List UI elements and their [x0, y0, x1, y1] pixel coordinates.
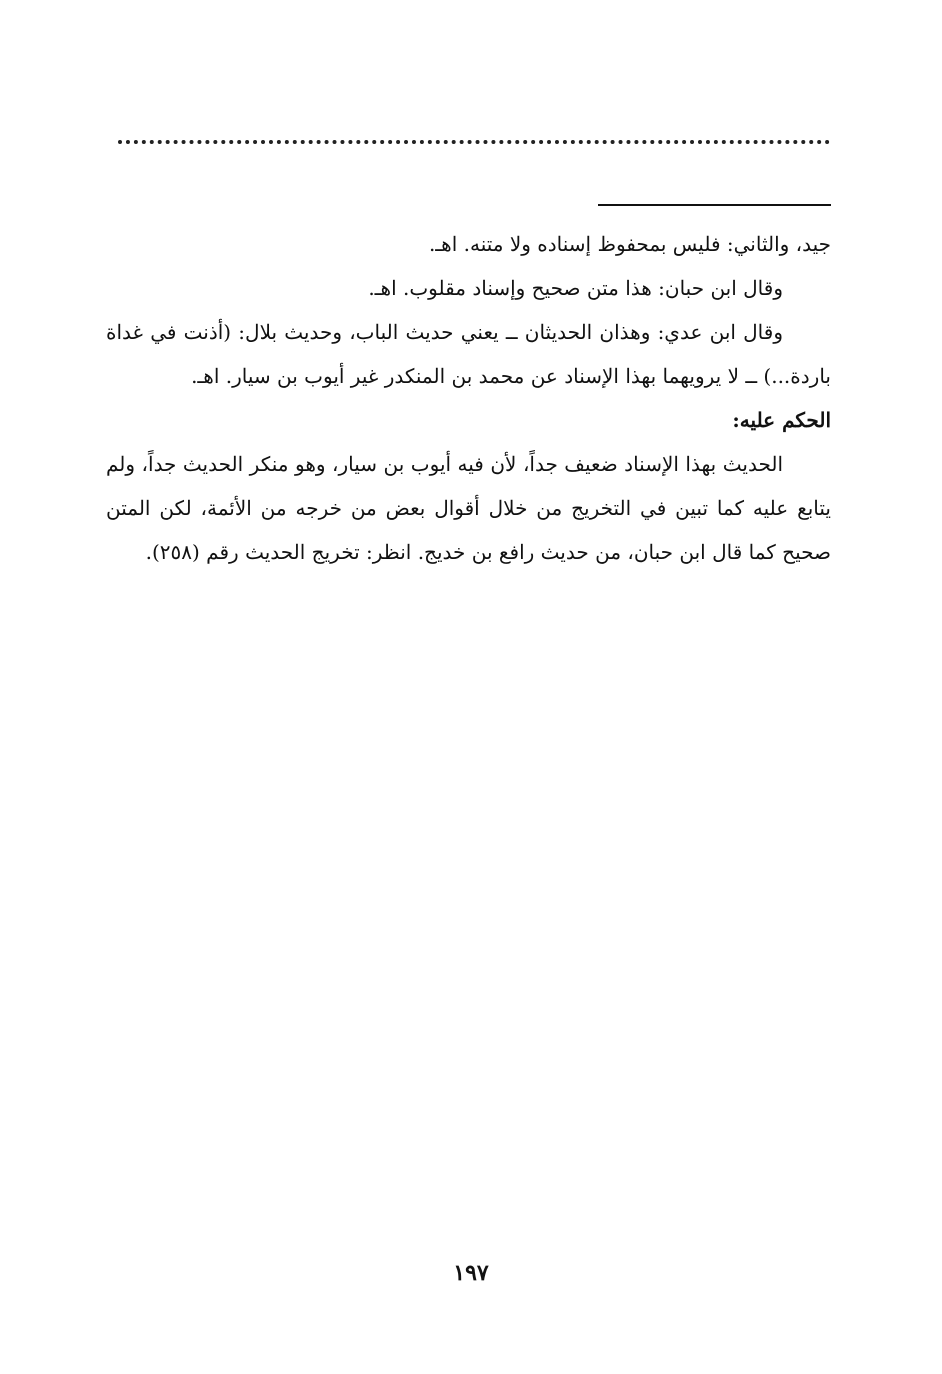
paragraph-ibn-hibban: وقال ابن حبان: هذا متن صحيح وإسناد مقلوب. اهـ. [368, 276, 783, 300]
paragraph-ruling: الحديث بهذا الإسناد ضعيف جداً، لأن فيه أيوب بن سيار، وهو منكر الحديث جداً، ولم يتابع عليه كما تبين في التخريج من خلال أقوال بعض من خرجه من الأئمة، لكن المتن صحيح كما قال ابن حبان، من حديث رافع بن خديج. انظر: تخريج الحديث رقم (٢٥٨). [106, 452, 831, 564]
page-number: ١٩٧ [453, 1260, 489, 1286]
dotted-separator [118, 140, 830, 144]
page-body [106, 222, 831, 574]
footnote-rule [598, 204, 831, 206]
section-heading-ruling: الحكم عليه: [732, 408, 831, 432]
paragraph-ibn-adi: وقال ابن عدي: وهذان الحديثان ــ يعني حديث الباب، وحديث بلال: (أذنت في غداة باردة...) ــ لا يرويهما بهذا الإسناد عن محمد بن المنكدر غير أيوب بن سيار. اهـ. [106, 320, 831, 388]
paragraph-continuation: جيد، والثاني: فليس بمحفوظ إسناده ولا متنه. اهـ. [428, 232, 831, 256]
